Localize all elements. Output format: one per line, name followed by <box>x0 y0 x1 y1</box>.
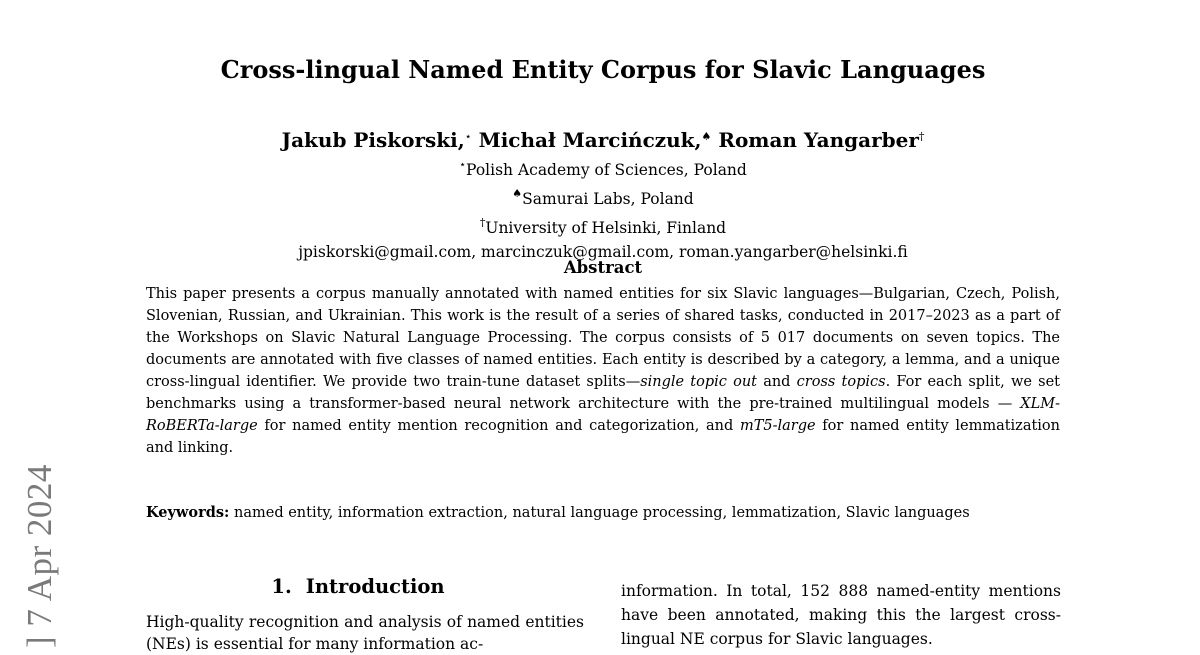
affiliation-mark: ⋆ <box>459 158 467 171</box>
abstract-emphasis: single topic out <box>640 374 757 390</box>
abstract-text: for named entity lemmatization and linking. <box>146 418 1060 456</box>
right-column-text: information. In total, 152 888 named-entity mentions have been annotated, making this the largest cross-lingual NE corpus for Slavic languages. <box>621 582 1061 648</box>
author-name: Michał Marcińczuk, <box>478 128 702 152</box>
abstract-text: This paper presents a corpus manually annotated with named entities for six Slavic languages—Bulgarian, Czech, Polish, Slovenian, Russian, and Ukrainian. This work is the result of a series of shared tasks, conducted in 2017–2023 as a part of the Workshops on Slavic Natural Language Processing. The corpus consists of 5 017 documents on seven topics. The documents are annotated with five classes of named entities. Each entity is described by a category, a lemma, and a unique cross-lingual identifier. We provide two train-tune dataset splits— <box>146 286 1060 390</box>
abstract-heading: Abstract <box>563 258 643 277</box>
keywords-label: Keywords: <box>146 504 230 521</box>
abstract-text: . For each split, we set benchmarks using a transformer-based neural network architecture with the pre-trained multilingual models — <box>146 374 1061 412</box>
affiliation <box>0 182 1200 211</box>
abstract-emphasis: XLM-RoBERTa-large <box>146 396 1060 434</box>
affiliation-mark: † <box>479 216 486 229</box>
abstract-text: and <box>757 374 797 390</box>
paper-title: Cross-lingual Named Entity Corpus for Slavic Languages <box>220 55 986 84</box>
section-title: Introduction <box>305 575 445 598</box>
abstract-body <box>146 283 1060 459</box>
affiliation-text: Samurai Labs, Poland <box>522 190 694 208</box>
abstract-text: for named entity mention recognition and categorization, and <box>257 418 740 434</box>
left-column-text: High-quality recognition and analysis of named entities (NEs) is essential for many information ac- <box>146 613 584 653</box>
affiliation-block <box>0 153 1200 264</box>
affiliation-text: University of Helsinki, Finland <box>485 219 727 237</box>
section-number: 1. <box>271 575 292 598</box>
author-list <box>0 128 1200 152</box>
arxiv-side-stamp: ] 7 Apr 2024 <box>20 464 59 648</box>
author-name: Jakub Piskorski, <box>281 128 465 152</box>
affiliation <box>0 153 1200 182</box>
author-mark: ⋆ <box>464 130 472 143</box>
abstract-emphasis: cross topics <box>796 374 886 390</box>
affiliation-text: Polish Academy of Sciences, Poland <box>466 161 747 179</box>
affiliation <box>0 211 1200 240</box>
keywords-text: named entity, information extraction, natural language processing, lemmatization, Slavic languages <box>229 505 970 521</box>
section-heading <box>146 575 584 598</box>
author-emails: jpiskorski@gmail.com, marcinczuk@gmail.com, roman.yangarber@helsinki.fi <box>298 243 908 261</box>
affiliation-mark: ♠ <box>512 187 523 200</box>
author-mark: † <box>918 130 925 143</box>
abstract-emphasis: mT5-large <box>739 418 816 434</box>
author-name: Roman Yangarber <box>718 128 919 152</box>
keywords <box>146 502 1060 524</box>
author-mark: ♠ <box>701 130 712 143</box>
